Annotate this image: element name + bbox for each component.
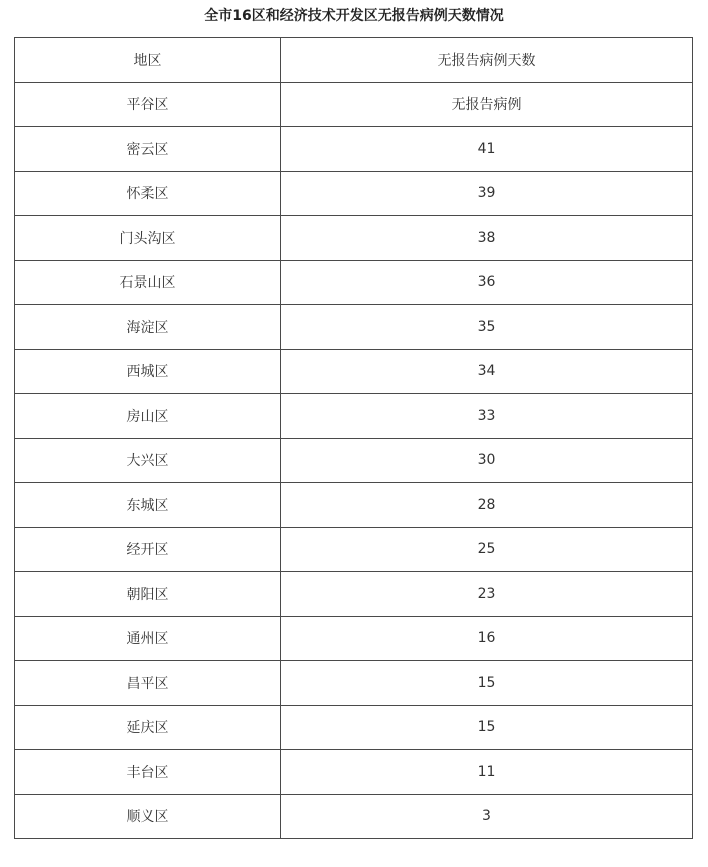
district-cell: 海淀区 [15,305,281,350]
district-cell: 东城区 [15,483,281,528]
table-row [15,349,693,394]
district-table [14,37,693,839]
district-cell: 密云区 [15,127,281,172]
table-row [15,572,693,617]
district-cell: 延庆区 [15,705,281,750]
days-cell: 15 [281,661,693,706]
table-row [15,705,693,750]
district-cell: 顺义区 [15,794,281,839]
page-title: 全市16区和经济技术开发区无报告病例天数情况 [204,8,504,24]
district-cell: 平谷区 [15,82,281,127]
table-row [15,750,693,795]
district-cell: 经开区 [15,527,281,572]
days-cell: 25 [281,527,693,572]
table-row [15,394,693,439]
days-cell: 33 [281,394,693,439]
days-cell: 34 [281,349,693,394]
table-row [15,616,693,661]
days-cell: 16 [281,616,693,661]
district-cell: 怀柔区 [15,171,281,216]
days-cell: 3 [281,794,693,839]
table-row [15,216,693,261]
district-cell: 朝阳区 [15,572,281,617]
days-cell: 41 [281,127,693,172]
table-row [15,305,693,350]
days-cell: 30 [281,438,693,483]
district-cell: 西城区 [15,349,281,394]
district-cell: 门头沟区 [15,216,281,261]
table-row [15,661,693,706]
header-days: 无报告病例天数 [281,38,693,83]
days-cell: 15 [281,705,693,750]
header-district: 地区 [15,38,281,83]
table-row [15,794,693,839]
district-cell: 大兴区 [15,438,281,483]
days-cell: 28 [281,483,693,528]
days-cell: 39 [281,171,693,216]
district-cell: 通州区 [15,616,281,661]
district-cell: 石景山区 [15,260,281,305]
table-row [15,527,693,572]
days-cell: 无报告病例 [281,82,693,127]
table-row [15,127,693,172]
table-row [15,82,693,127]
days-cell: 35 [281,305,693,350]
table-header-row [15,38,693,83]
table-row [15,483,693,528]
table-row [15,438,693,483]
days-cell: 23 [281,572,693,617]
days-cell: 36 [281,260,693,305]
days-cell: 11 [281,750,693,795]
district-cell: 房山区 [15,394,281,439]
district-cell: 昌平区 [15,661,281,706]
district-cell: 丰台区 [15,750,281,795]
days-cell: 38 [281,216,693,261]
table-row [15,260,693,305]
table-row [15,171,693,216]
